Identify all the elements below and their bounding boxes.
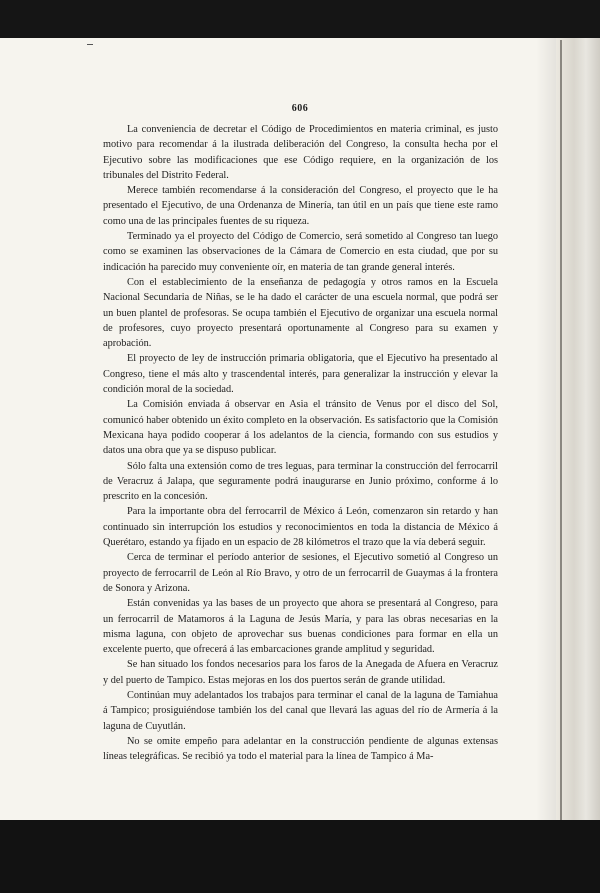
- scan-speck: [87, 44, 93, 45]
- paragraph: La conveniencia de decretar el Código de Procedimientos en materia criminal, es justo motivo para recomendar á la ilustrada deliberación del Congreso, la consulta hecha por el Ejecutivo sobre las modificaciones que ese Código requiere, en la organización de los tribunales del Distrito Federal.: [103, 124, 498, 181]
- paragraph: Terminado ya el proyecto del Código de Comercio, será sometido al Congreso tan luego como se examinen las observaciones de la Cámara de Comercio en esta ciudad, que por su indicación ha parecido muy conveniente oír, en materia de tan grande general interés.: [103, 231, 498, 273]
- adjacent-page-edge: [556, 0, 600, 893]
- paragraph: Con el establecimiento de la enseñanza de pedagogía y otros ramos en la Escuela Nacional Secundaria de Niñas, se le ha dado el carácter de una escuela normal, que podrá ser un buen plantel de profesoras. Se ocupa también el Ejecutivo de organizar una escuela normal de profesores, cuyo proyecto presentará oportunamente al Congreso para su examen y aprobación.: [103, 276, 498, 350]
- paragraph: Continúan muy adelantados los trabajos para terminar el canal de la laguna de Tamiahua á Tampico; prosiguiéndose también los del canal que llevará las aguas del río de Armería á la laguna de Cuyutlán.: [103, 689, 498, 732]
- page-edge-line: [560, 40, 562, 820]
- scan-border-bottom: [0, 820, 600, 893]
- paragraph: Se han situado los fondos necesarios para los faros de la Anegada de Afuera en Veracruz y del puerto de Tampico. Estas mejoras en los dos puertos serán de grande utilidad.: [103, 659, 498, 686]
- paragraph: No se omite empeño para adelantar en la construcción pendiente de algunas extensas líneas telegráficas. Se recibió ya todo el material para la línea de Tampico á Ma-: [103, 735, 498, 763]
- paragraph: Sólo falta una extensión como de tres leguas, para terminar la construcción del ferrocarril de Veracruz á Jalapa, que seguramente podrá inaugurarse en Junio próximo, conforme á lo prescrito en la concesión.: [103, 460, 498, 503]
- paragraph: Para la importante obra del ferrocarril de México á León, comenzaron sin retardo y han continuado sin interrupción los estudios y reconocimientos en toda la distancia de México á Querétaro, estando ya fijado en un espacio de 28 kilómetros el trazo que la vía deberá seguir.: [103, 506, 498, 549]
- paragraph: La Comisión enviada á observar en Asia el tránsito de Venus por el disco del Sol, comunicó haber obtenido un éxito completo en la observación. Es satisfactorio que la Comisión Mexicana haya podido cooperar á los adelantos de la ciencia, formando con sus estudios y datos una obra que ya se dispuso publicar.: [103, 399, 498, 457]
- page-number: 606: [291, 103, 309, 114]
- gutter-shadow: [536, 38, 558, 820]
- paragraph: Merece también recomendarse á la consideración del Congreso, el proyecto que le ha presentado el Ejecutivo, de una Ordenanza de Minería, tan útil en un país que tiene este ramo como una de las principales fuentes de su riqueza.: [103, 185, 498, 227]
- paragraph: Cerca de terminar el período anterior de sesiones, el Ejecutivo sometió al Congreso un proyecto de ferrocarril de León al Río Bravo, y otro de un ferrocarril de Guaymas á la frontera de Sonora y Arizona.: [103, 552, 498, 594]
- body-text: [103, 122, 498, 764]
- paragraph: Están convenidas ya las bases de un proyecto que ahora se presentará al Congreso, para un ferrocarril de Matamoros á la Laguna de Jesús María, y para las obras necesarias en la misma laguna, con objeto de aprovechar sus buenas condiciones para formar en ella un excelente puerto, que ofrecerá á las embarcaciones grande amplitud y seguridad.: [103, 598, 498, 656]
- scan-border-top: [0, 0, 600, 38]
- paragraph: El proyecto de ley de instrucción primaria obligatoria, que el Ejecutivo ha presentado al Congreso, tiene el más alto y trascendental interés, para generalizar la instrucción y elevar la condición moral de la sociedad.: [103, 353, 498, 396]
